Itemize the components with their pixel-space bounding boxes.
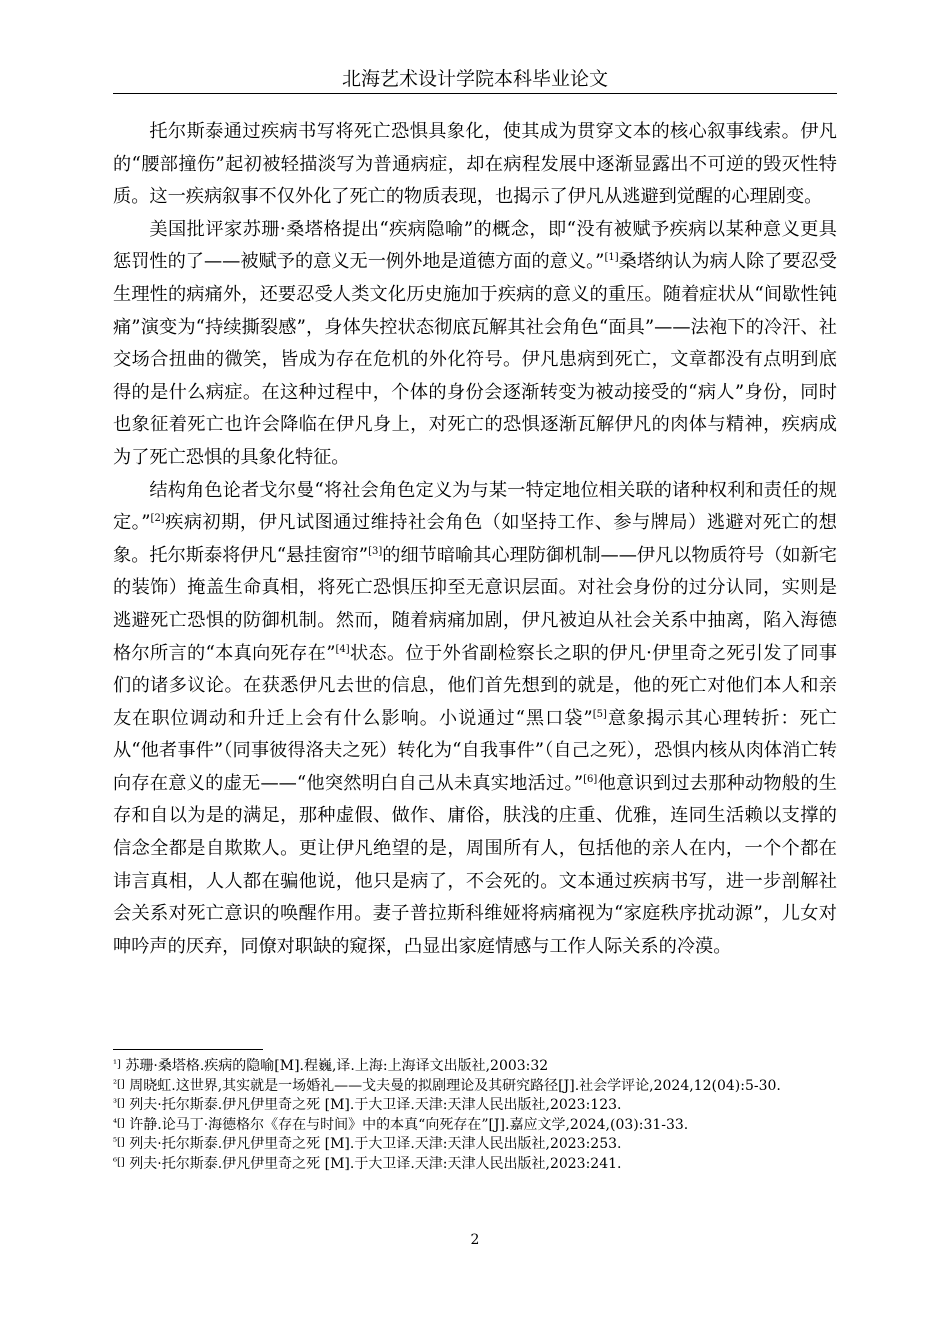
footnote-mark: ³[] bbox=[113, 1098, 125, 1109]
page-number: 2 bbox=[470, 1232, 480, 1248]
paragraph-text: 托尔斯泰通过疾病书写将死亡恐惧具象化，使其成为贯穿文本的核心叙事线索。伊凡的“腰部撞伤”起初被轻描淡写为普通病症，却在病程发展中逐渐显露出不可逆的毁灭性特质。这一疾病叙事不仅外化了死亡的物质表现，也揭示了伊凡从逃避到觉醒的心理剧变。 bbox=[113, 121, 837, 208]
footnote-text: 列夫·托尔斯泰.伊凡伊里奇之死 [M].于大卫译.天津:天津人民出版社,2023:123. bbox=[124, 1097, 622, 1113]
footnote-mark: ⁴[] bbox=[113, 1117, 125, 1129]
citation-marker: [2] bbox=[150, 513, 165, 525]
body-paragraph bbox=[113, 214, 837, 475]
page-header bbox=[113, 66, 837, 94]
footnote-item bbox=[113, 1116, 833, 1135]
body-text bbox=[113, 116, 837, 963]
footnote-mark: ¹] bbox=[113, 1059, 121, 1070]
paragraph-text: 结构角色论者戈尔曼“将社会角色定义为与某一特定地位相关联的诸种权利和责任的规定。” bbox=[113, 479, 837, 534]
paragraph-text: 意象揭示其心理转折：死亡从“他者事件”（同事彼得洛夫之死）转化为“自我事件”（自己之死），恐惧内核从肉体消亡转向存在意义的虚无——“他突然明白自己从未真实地活过。” bbox=[113, 707, 837, 794]
body-paragraph bbox=[113, 475, 837, 964]
paragraph-text: 他意识到过去那种动物般的生存和自以为是的满足，那种虚假、做作、庸俗，肤浅的庄重、优雅，连同生活赖以支撑的信念全都是自欺欺人。更让伊凡绝望的是，周围所有人，包括他的亲人在内，一个个都在讳言真相，人人都在骗他说，他只是病了，不会死的。文本通过疾病书写，进一步剖解社会关系对死亡意识的唤醒作用。妻子普拉斯科维娅将病痛视为“家庭秩序扰动源”，儿女对呻吟声的厌弃，同僚对职缺的窥探，凸显出家庭情感与工作人际关系的冷漠。 bbox=[113, 772, 837, 957]
paragraph-text: 桑塔纳认为病人除了要忍受生理性的病痛外，还要忍受人类文化历史施加于疾病的意义的重压。随着症状从“间歇性钝痛”演变为“持续撕裂感”，身体失控状态彻底瓦解其社会角色“面具”——法袍下的冷汗、社交场合扭曲的微笑，皆成为存在危机的外化符号。伊凡患病到死亡，文章都没有点明到底得的是什么病症。在这种过程中，个体的身份会逐渐转变为被动接受的“病人”身份，同时也象征着死亡也许会降临在伊凡身上，对死亡的恐惧逐渐瓦解伊凡的肉体与精神，疾病成为了死亡恐惧的具象化特征。 bbox=[113, 251, 837, 468]
citation-marker: [6] bbox=[583, 773, 598, 785]
footnote-item bbox=[113, 1077, 833, 1096]
footnote-item bbox=[113, 1135, 833, 1154]
footnote-item bbox=[113, 1057, 833, 1076]
body-paragraph bbox=[113, 116, 837, 214]
footnotes bbox=[113, 1057, 833, 1174]
footnote-text: 周晓虹.这世界,其实就是一场婚礼——戈夫曼的拟剧理论及其研究路径[J].社会学评论,2024,12(04):5-30. bbox=[124, 1077, 781, 1094]
footnote-text: 列夫·托尔斯泰.伊凡伊里奇之死 [M].于大卫译.天津:天津人民出版社,2023:253. bbox=[124, 1136, 622, 1152]
citation-marker: [1] bbox=[604, 252, 619, 264]
paragraph-text: 状态。位于外省副检察长之职的伊凡·伊里奇之死引发了同事们的诸多议论。在获悉伊凡去世的信息，他们首先想到的就是，他的死亡对他们本人和亲友在职位调动和升迁上会有什么影响。小说通过“黑口袋” bbox=[113, 642, 837, 729]
citation-marker: [4] bbox=[335, 643, 350, 655]
footnote-text: 苏珊·桑塔格.疾病的隐喻[M].程巍,译.上海:上海译文出版社,2003:32 bbox=[120, 1058, 549, 1074]
footnote-separator bbox=[113, 1049, 263, 1050]
footnote-item bbox=[113, 1096, 833, 1115]
footnote-text: 列夫·托尔斯泰.伊凡伊里奇之死 [M].于大卫译.天津:天津人民出版社,2023:241. bbox=[124, 1155, 622, 1172]
footnote-mark: ²[] bbox=[113, 1078, 125, 1090]
paragraph-text: 疾病初期，伊凡试图通过维持社会角色（如坚持工作、参与牌局）逃避对死亡的想象。托尔斯泰将伊凡“悬挂窗帘” bbox=[113, 512, 837, 566]
paragraph-text: 的细节暗喻其心理防御机制——伊凡以物质符号（如新宅的装饰）掩盖生命真相，将死亡恐惧压抑至无意识层面。对社会身份的过分认同，实则是逃避死亡恐惧的防御机制。然而，随着病痛加剧，伊凡被迫从社会关系中抽离，陷入海德格尔所言的“本真向死存在” bbox=[113, 544, 837, 664]
header-title: 北海艺术设计学院本科毕业论文 bbox=[341, 68, 608, 90]
citation-marker: [3] bbox=[368, 545, 383, 557]
paragraph-text: 美国批评家苏珊·桑塔格提出“疾病隐喻”的概念，即“没有被赋予疾病以某种意义更具惩罚性的了——被赋予的意义无一例外地是道德方面的意义。” bbox=[113, 218, 837, 273]
footnote-mark: ⁶[] bbox=[113, 1156, 125, 1168]
footnote-text: 许静.论马丁·海德格尔《存在与时间》中的本真“向死存在”[J].嘉应文学,2024,(03):31-33. bbox=[124, 1116, 689, 1133]
footnote-item bbox=[113, 1155, 833, 1174]
footnote-mark: ⁵[] bbox=[113, 1137, 125, 1148]
citation-marker: [5] bbox=[592, 708, 607, 720]
